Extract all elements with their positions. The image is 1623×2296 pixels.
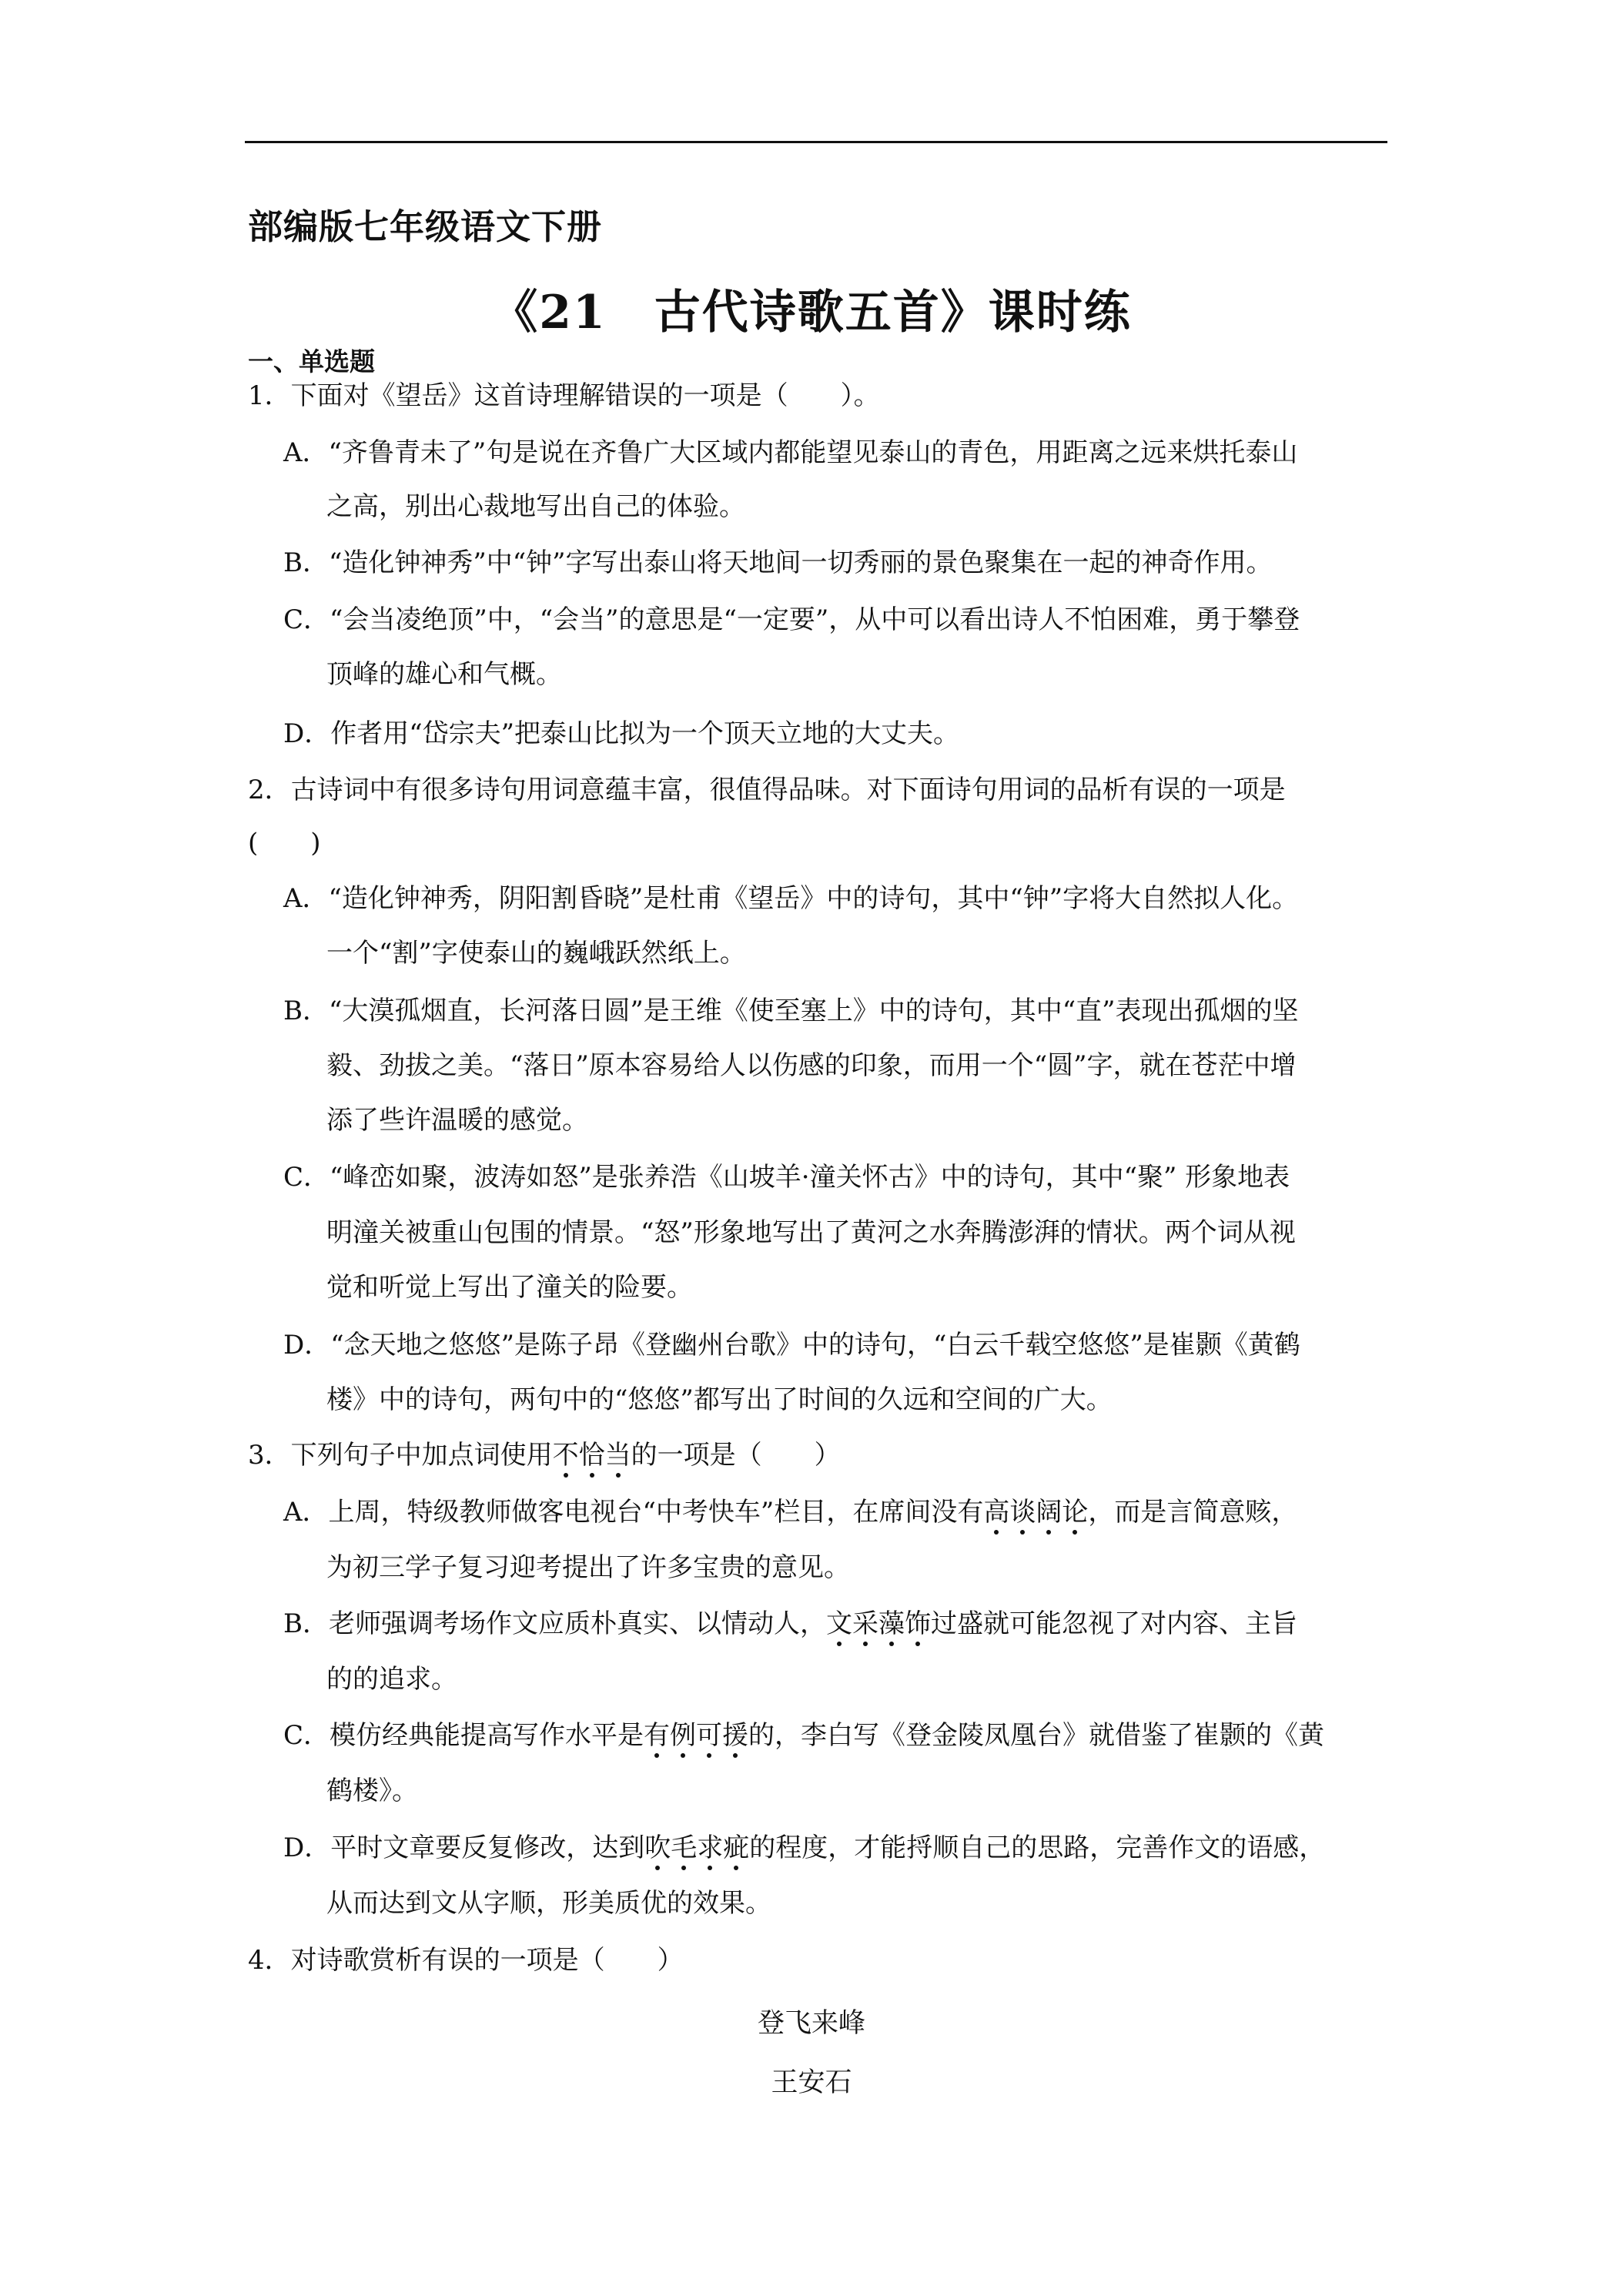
emphasis-dot-char: 恰	[578, 1440, 605, 1471]
emphasis-dot-char: 求	[697, 1832, 724, 1863]
q1-option-a: A．“齐鲁青未了”句是说在齐鲁广大区域内都能望见泰山的青色，用距离之远来烘托泰山	[283, 437, 1298, 468]
question-2-stem: 2．古诗词中有很多诗句用词意蕴丰富，很值得品味。对下面诗句用词的品析有误的一项是	[248, 775, 1286, 805]
emphasis-dot-char: 饰	[904, 1608, 931, 1639]
q2-option-b: B．“大漠孤烟直，长河落日圆”是王维《使至塞上》中的诗句，其中“直”表现出孤烟的坚	[283, 996, 1299, 1026]
question-4-stem: 4．对诗歌赏析有误的一项是（ ）	[248, 1945, 684, 1976]
q3-option-c	[283, 1722, 1324, 1749]
poem-title: 登飞来峰	[757, 2008, 865, 2039]
emphasis-dot-char: 例	[670, 1720, 697, 1751]
q1-option-c: C．“会当凌绝顶”中，“会当”的意思是“一定要”，从中可以看出诗人不怕困难，勇于攀登	[283, 604, 1300, 635]
section-heading: 一、单选题	[248, 346, 375, 377]
q3-option-d	[283, 1832, 1326, 1863]
q3-option-a-cont: 为初三学子复习迎考提出了许多宝贵的意见。	[326, 1552, 850, 1583]
q3-option-c-prefix: C．模仿经典能提高写作水平是	[283, 1720, 644, 1751]
q3-option-d-suffix: 的程度，才能捋顺自己的思路，完善作文的语感，	[749, 1832, 1326, 1863]
emphasis-dot-char: 可	[696, 1720, 723, 1751]
q3-option-a-prefix: A．上周，特级教师做客电视台“中考快车”栏目，在席间没有	[283, 1497, 984, 1528]
emphasis-dot-char: 不	[552, 1440, 579, 1471]
emphasis-dot-char: 援	[722, 1720, 749, 1751]
q2-option-c: C．“峰峦如聚，波涛如怒”是张养浩《山坡羊·潼关怀古》中的诗句，其中“聚” 形象地表	[283, 1162, 1290, 1193]
emphasis-dot-char: 阔	[1036, 1497, 1062, 1528]
q3-stem-suffix: 的一项是（ ）	[631, 1440, 841, 1471]
subject-heading: 部编版七年级语文下册	[248, 206, 603, 247]
q1-option-d: D．作者用“岱宗夫”把泰山比拟为一个顶天立地的大丈夫。	[283, 718, 960, 749]
q2-option-b-cont-1: 毅、劲拔之美。“落日”原本容易给人以伤感的印象，而用一个“圆”字，就在苍茫中增	[326, 1050, 1297, 1081]
question-1-stem: 1．下面对《望岳》这首诗理解错误的一项是（ ）。	[248, 380, 880, 411]
q1-option-b: B．“造化钟神秀”中“钟”字写出泰山将天地间一切秀丽的景色聚集在一起的神奇作用。	[283, 547, 1273, 578]
q3-stem-prefix: 3．下列句子中加点词使用	[248, 1440, 553, 1471]
q2-option-c-cont-1: 明潼关被重山包围的情景。“怒”形象地写出了黄河之水奔腾澎湃的情状。两个词从视	[326, 1217, 1296, 1248]
q3-option-a-word	[983, 1497, 1088, 1528]
emphasis-dot-char: 当	[604, 1440, 631, 1471]
emphasis-dot-char: 疵	[723, 1832, 750, 1863]
emphasis-dot-char: 有	[644, 1720, 671, 1751]
page-title: 《21 古代诗歌五首》课时练	[491, 286, 1132, 340]
q1-option-c-cont: 顶峰的雄心和气概。	[326, 659, 562, 690]
q3-option-b-prefix: B．老师强调考场作文应质朴真实、以情动人，	[283, 1608, 826, 1639]
poem-author: 王安石	[771, 2067, 852, 2098]
q3-option-b-word	[826, 1608, 931, 1639]
header-rule	[245, 141, 1387, 143]
q3-option-b-cont: 的的追求。	[326, 1664, 457, 1695]
q3-option-d-prefix: D．平时文章要反复修改，达到	[283, 1832, 645, 1863]
emphasis-dot-char: 藻	[878, 1608, 905, 1639]
q2-option-d: D．“念天地之悠悠”是陈子昂《登幽州台歌》中的诗句，“白云千载空悠悠”是崔颢《黄鹤	[283, 1330, 1300, 1361]
q3-option-c-word	[644, 1720, 748, 1751]
q2-option-b-cont-2: 添了些许温暖的感觉。	[326, 1105, 588, 1136]
emphasis-dot-char: 高	[983, 1497, 1010, 1528]
q3-option-d-word	[644, 1832, 749, 1863]
q3-option-d-cont: 从而达到文从字顺，形美质优的效果。	[326, 1888, 771, 1919]
q3-option-a	[283, 1497, 1298, 1528]
q2-option-c-cont-2: 觉和听觉上写出了潼关的险要。	[326, 1272, 693, 1303]
q3-option-c-suffix: 的，李白写《登金陵凤凰台》就借鉴了崔颢的《黄	[748, 1720, 1325, 1751]
emphasis-dot-char: 论	[1062, 1497, 1089, 1528]
q3-option-c-cont: 鹤楼》。	[326, 1776, 418, 1806]
q3-stem-emphasis	[553, 1440, 631, 1471]
q2-option-a: A．“造化钟神秀，阴阳割昏晓”是杜甫《望岳》中的诗句，其中“钟”字将大自然拟人化。	[283, 883, 1299, 914]
emphasis-dot-char: 谈	[1009, 1497, 1036, 1528]
question-3-stem	[248, 1440, 841, 1471]
q2-option-a-cont: 一个“割”字使泰山的巍峨跃然纸上。	[326, 938, 746, 969]
emphasis-dot-char: 采	[852, 1608, 878, 1639]
q3-option-a-suffix: ，而是言简意赅，	[1088, 1497, 1298, 1528]
emphasis-dot-char: 毛	[671, 1832, 698, 1863]
q1-option-a-cont: 之高，别出心裁地写出自己的体验。	[326, 491, 745, 522]
emphasis-dot-char: 吹	[644, 1832, 671, 1863]
q3-option-b-suffix: 过盛就可能忽视了对内容、主旨	[930, 1608, 1297, 1639]
q2-option-d-cont: 楼》中的诗句，两句中的“悠悠”都写出了时间的久远和空间的广大。	[326, 1384, 1113, 1415]
q3-option-b	[283, 1608, 1297, 1639]
emphasis-dot-char: 文	[825, 1608, 852, 1639]
question-2-stem-cont: ( )	[248, 828, 321, 858]
